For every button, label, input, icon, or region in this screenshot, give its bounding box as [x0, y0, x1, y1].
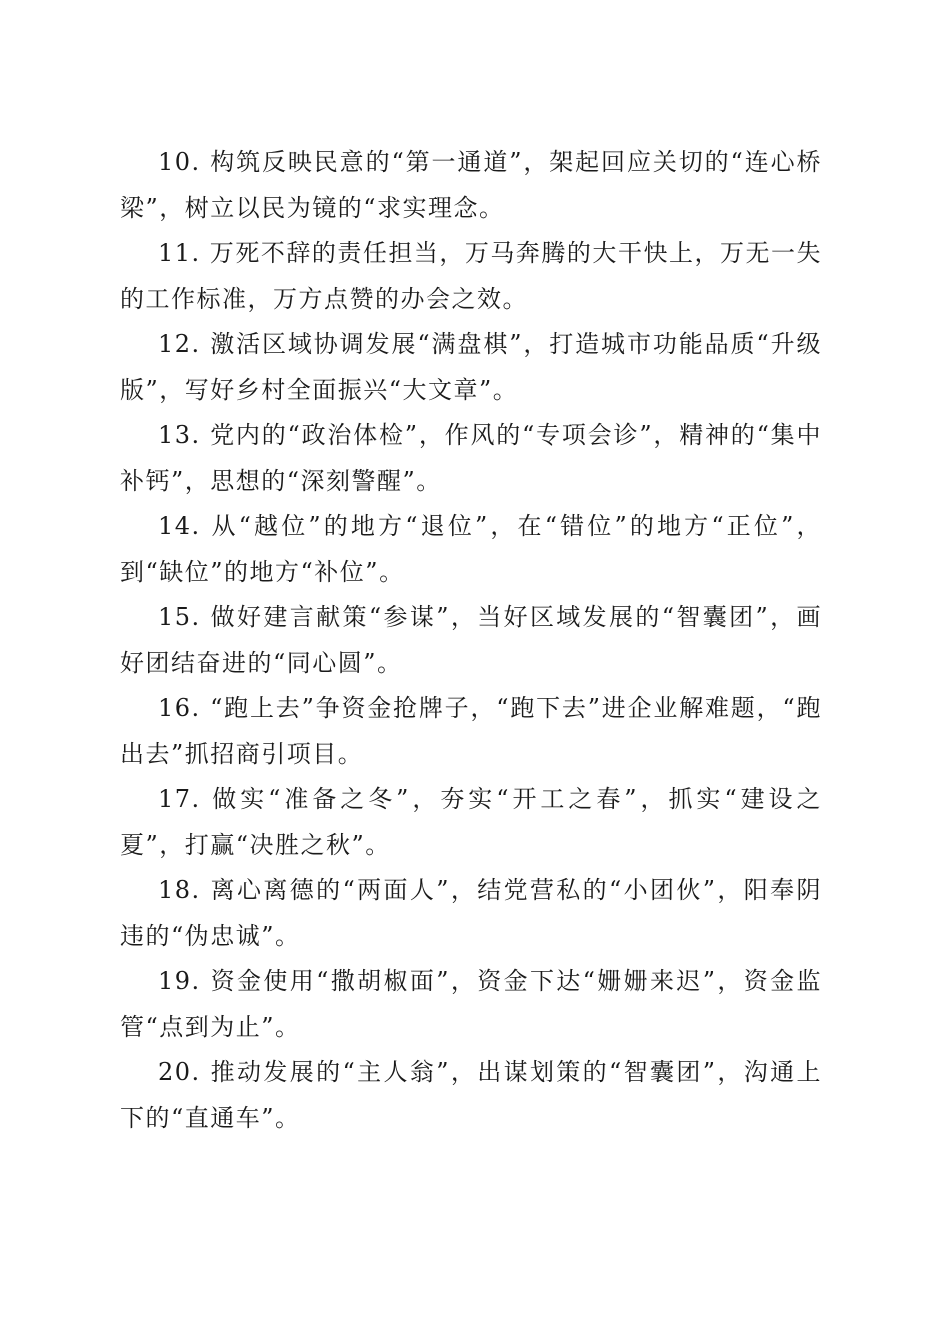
- list-item-10: 10. 构筑反映民意的“第一通道”，架起回应关切的“连心桥梁”，树立以民为镜的“求实理念。: [120, 148, 822, 222]
- list-item-18: 18. 离心离德的“两面人”，结党营私的“小团伙”，阳奉阴违的“伪忠诚”。: [120, 876, 822, 950]
- list-item-16: 16. “跑上去”争资金抢牌子，“跑下去”进企业解难题，“跑出去”抓招商引项目。: [120, 694, 822, 768]
- list-item-15: 15. 做好建言献策“参谋”，当好区域发展的“智囊团”，画好团结奋进的“同心圆”。: [120, 603, 822, 677]
- list-item-12: 12. 激活区域协调发展“满盘棋”，打造城市功能品质“升级版”，写好乡村全面振兴“大文章”。: [120, 330, 822, 404]
- list-item-13: 13. 党内的“政治体检”，作风的“专项会诊”，精神的“集中补钙”，思想的“深刻警醒”。: [120, 421, 822, 495]
- list-item-20: 20. 推动发展的“主人翁”，出谋划策的“智囊团”，沟通上下的“直通车”。: [120, 1058, 822, 1132]
- list-item-17: 17. 做实“准备之冬”，夯实“开工之春”，抓实“建设之夏”，打赢“决胜之秋”。: [120, 785, 822, 859]
- list-item-14: 14. 从“越位”的地方“退位”，在“错位”的地方“正位”，到“缺位”的地方“补位”。: [120, 512, 822, 586]
- list-item-19: 19. 资金使用“撒胡椒面”，资金下达“姗姗来迟”，资金监管“点到为止”。: [120, 967, 822, 1041]
- document-body: [120, 140, 822, 1141]
- list-item-11: 11. 万死不辞的责任担当，万马奔腾的大干快上，万无一失的工作标准，万方点赞的办会之效。: [120, 239, 822, 313]
